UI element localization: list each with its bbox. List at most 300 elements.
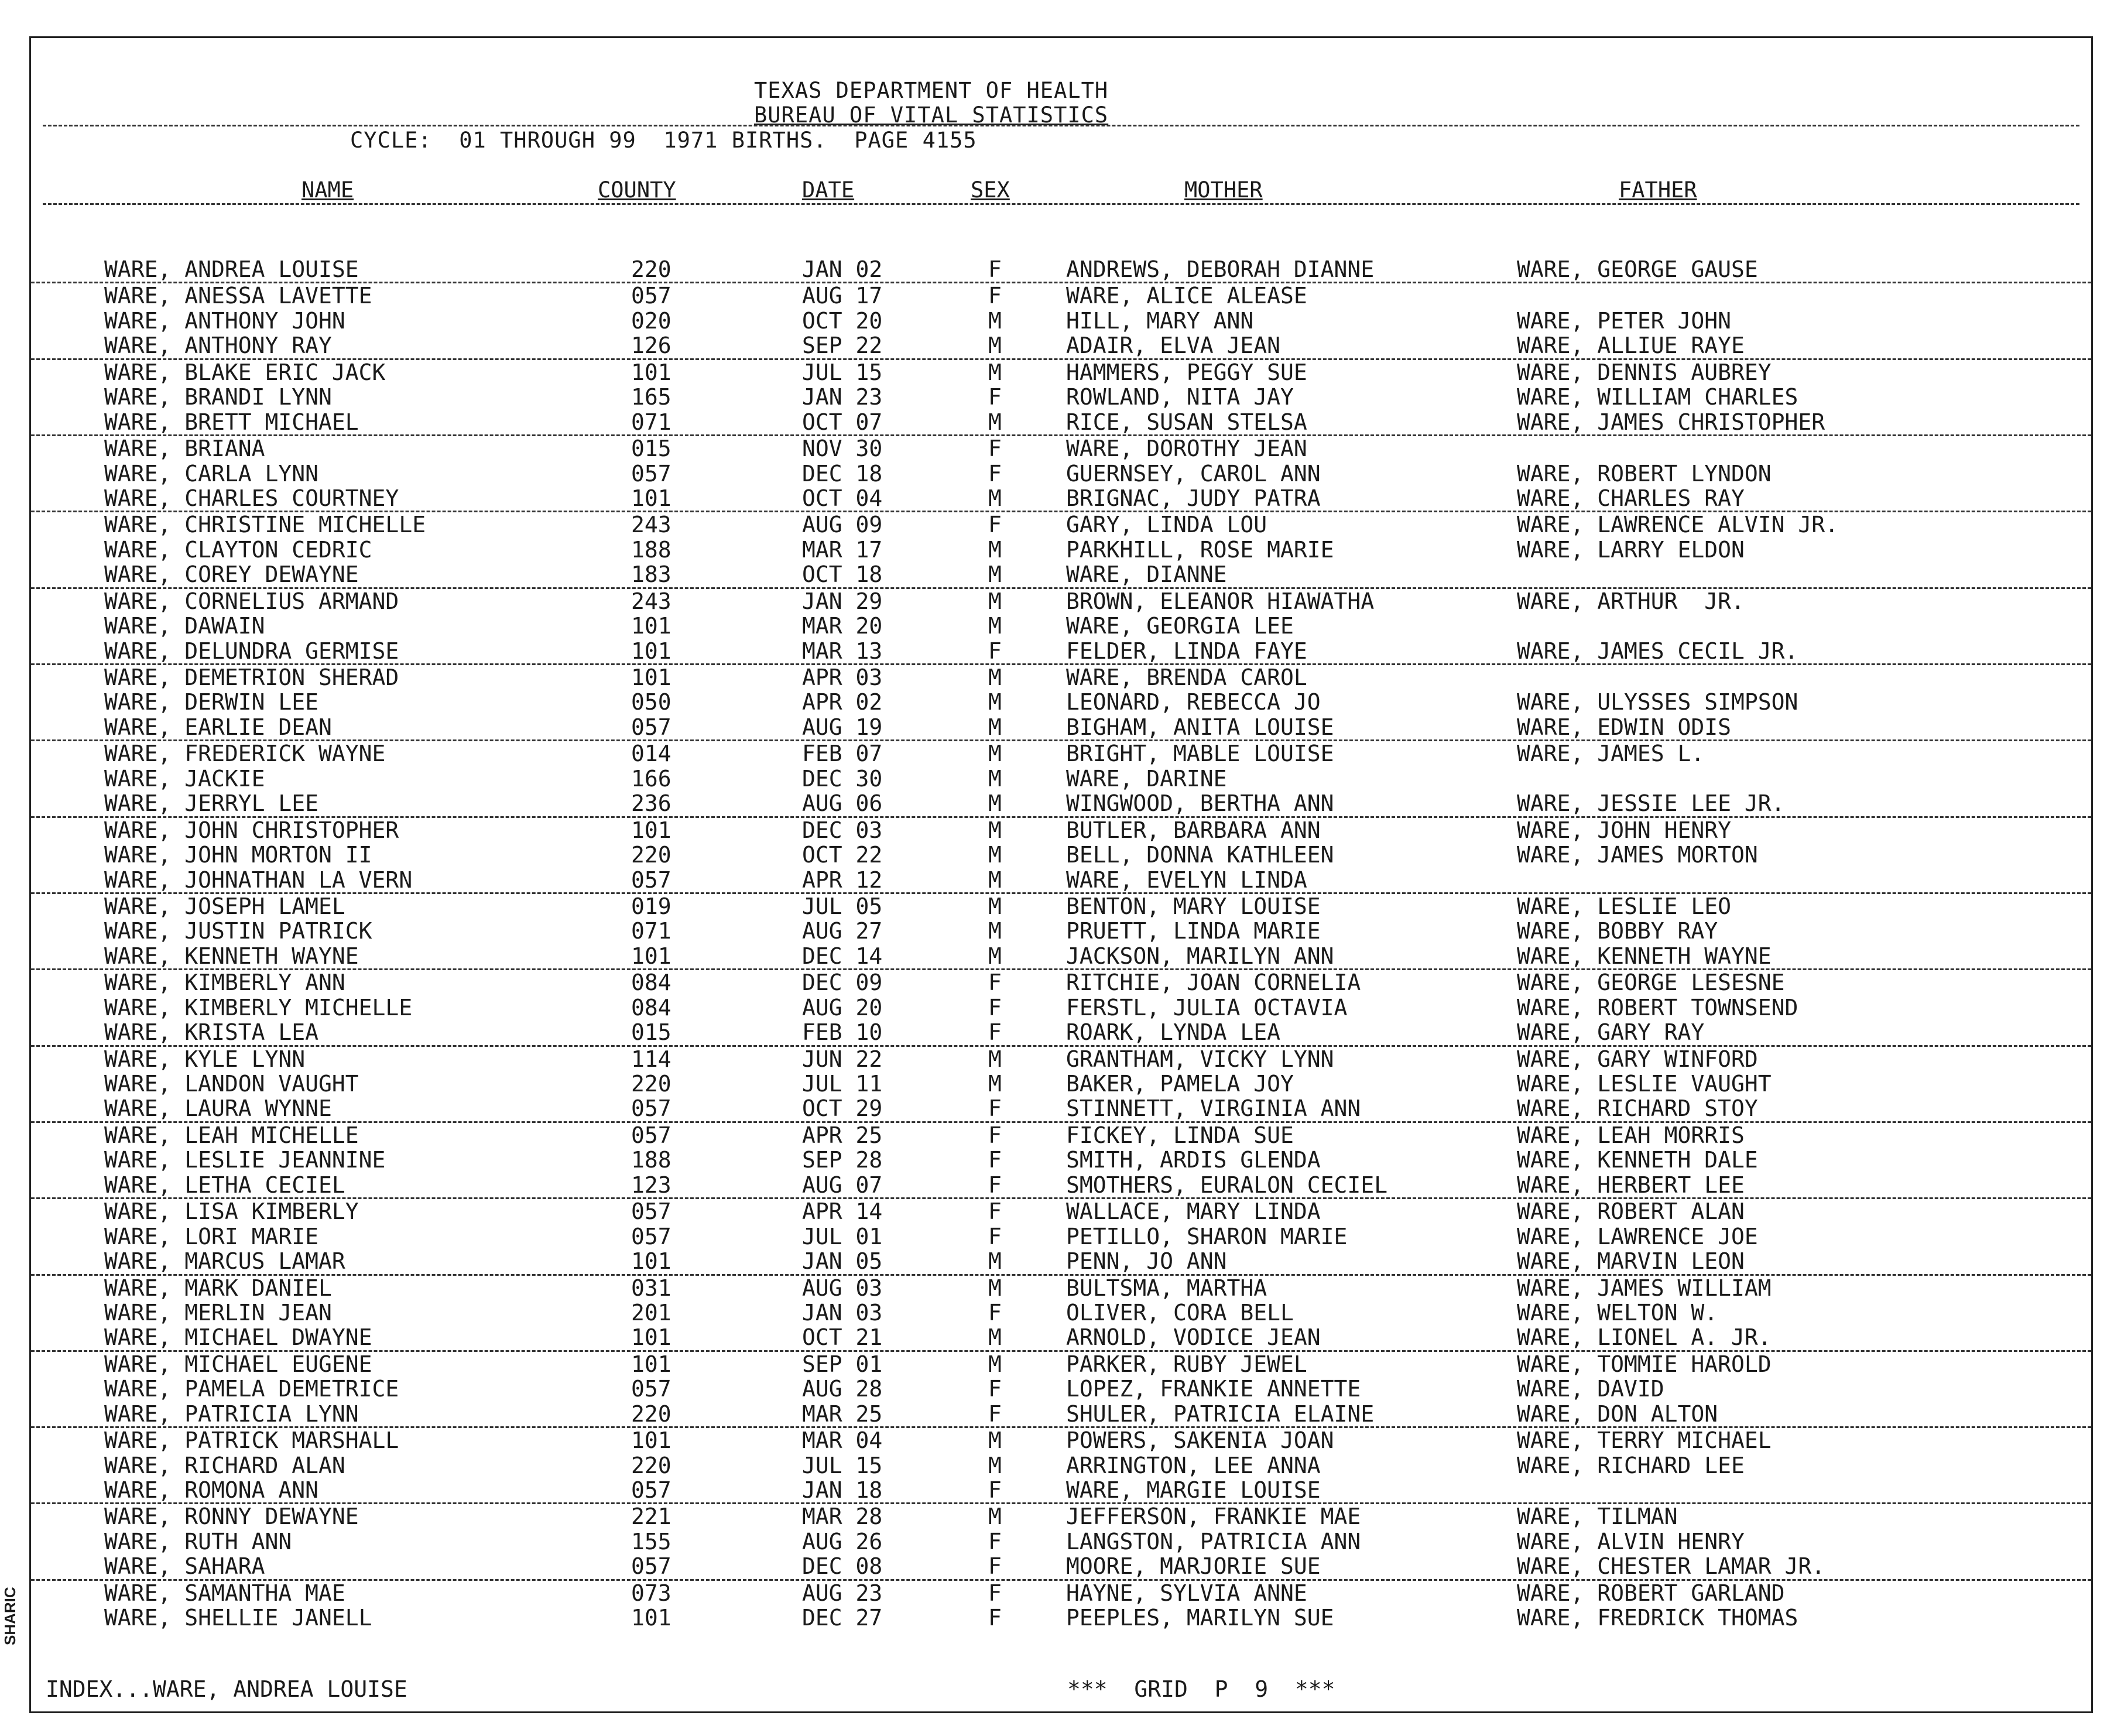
- cell-name: WARE, MARK DANIEL: [104, 1275, 332, 1301]
- cell-father: WARE, GARY WINFORD: [1517, 1046, 1758, 1072]
- bureau-title: BUREAU OF VITAL STATISTICS: [754, 102, 1109, 128]
- cell-county: 243: [631, 512, 671, 538]
- cell-father: WARE, JAMES L.: [1517, 741, 1705, 767]
- cell-date: JAN 29: [802, 588, 883, 614]
- cell-father: WARE, KENNETH DALE: [1517, 1147, 1758, 1173]
- cell-sex: F: [988, 1401, 1002, 1427]
- cell-mother: MOORE, MARJORIE SUE: [1066, 1553, 1321, 1580]
- cell-date: AUG 20: [802, 994, 883, 1021]
- cell-sex: M: [988, 613, 1002, 639]
- table-row: [31, 461, 2091, 486]
- cell-sex: M: [988, 485, 1002, 511]
- cell-name: WARE, RONNY DEWAYNE: [104, 1504, 359, 1530]
- cell-county: 084: [631, 994, 671, 1021]
- cell-name: WARE, MICHAEL EUGENE: [104, 1351, 372, 1377]
- cell-date: APR 12: [802, 867, 883, 893]
- column-header-mother: MOTHER: [1184, 177, 1263, 203]
- cell-name: WARE, KRISTA LEA: [104, 1019, 319, 1046]
- table-row: [31, 283, 2091, 308]
- table-row: [31, 360, 2091, 385]
- cell-county: 057: [631, 1553, 671, 1580]
- cell-sex: F: [988, 1223, 1002, 1249]
- cell-sex: F: [988, 460, 1002, 487]
- cell-name: WARE, CORNELIUS ARMAND: [104, 588, 399, 614]
- cell-sex: F: [988, 1528, 1002, 1554]
- cell-mother: SHULER, PATRICIA ELAINE: [1066, 1401, 1375, 1427]
- cell-date: JUL 15: [802, 359, 883, 385]
- cell-mother: WARE, DOROTHY JEAN: [1066, 436, 1307, 462]
- cell-father: WARE, ROBERT GARLAND: [1517, 1580, 1785, 1606]
- cell-name: WARE, BLAKE ERIC JACK: [104, 359, 386, 385]
- cell-father: WARE, JAMES WILLIAM: [1517, 1275, 1772, 1301]
- cell-date: APR 25: [802, 1122, 883, 1148]
- cell-sex: F: [988, 1199, 1002, 1225]
- cell-sex: F: [988, 256, 1002, 282]
- table-row: [31, 1123, 2091, 1148]
- cell-father: WARE, DENNIS AUBREY: [1517, 359, 1772, 385]
- cell-county: 019: [631, 893, 671, 919]
- cell-name: WARE, ANDREA LOUISE: [104, 256, 359, 282]
- cell-name: WARE, KIMBERLY ANN: [104, 970, 345, 996]
- table-row: [31, 486, 2091, 512]
- cell-date: DEC 14: [802, 943, 883, 969]
- cell-sex: M: [988, 1275, 1002, 1301]
- cell-county: 101: [631, 485, 671, 511]
- agency-title: TEXAS DEPARTMENT OF HEALTH: [754, 78, 1109, 103]
- table-row: [31, 1605, 2091, 1630]
- cell-county: 073: [631, 1580, 671, 1606]
- cell-county: 057: [631, 1223, 671, 1249]
- cell-date: MAR 04: [802, 1427, 883, 1454]
- cell-father: WARE, JAMES CECIL JR.: [1517, 638, 1798, 664]
- cell-county: 057: [631, 714, 671, 740]
- cell-date: AUG 27: [802, 918, 883, 944]
- cell-sex: M: [988, 409, 1002, 435]
- table-row: [31, 1325, 2091, 1351]
- cell-date: SEP 28: [802, 1147, 883, 1173]
- cell-date: AUG 17: [802, 283, 883, 309]
- cell-father: WARE, CHARLES RAY: [1517, 485, 1745, 511]
- cell-sex: F: [988, 638, 1002, 664]
- cell-mother: LANGSTON, PATRICIA ANN: [1066, 1528, 1361, 1554]
- cell-mother: LEONARD, REBECCA JO: [1066, 689, 1321, 715]
- cell-name: WARE, LANDON VAUGHT: [104, 1071, 359, 1097]
- table-row: [31, 1428, 2091, 1453]
- cell-sex: M: [988, 790, 1002, 817]
- table-row: [31, 1020, 2091, 1046]
- cell-father: WARE, LAWRENCE JOE: [1517, 1223, 1758, 1249]
- cell-date: AUG 07: [802, 1172, 883, 1198]
- cell-mother: WARE, MARGIE LOUISE: [1066, 1477, 1321, 1503]
- cell-county: 031: [631, 1275, 671, 1301]
- column-header-sex: SEX: [971, 177, 1010, 203]
- cell-name: WARE, MARCUS LAMAR: [104, 1248, 345, 1275]
- table-row: [31, 919, 2091, 943]
- cell-date: JUN 22: [802, 1046, 883, 1072]
- cell-mother: BUTLER, BARBARA ANN: [1066, 817, 1321, 843]
- cell-mother: HAYNE, SYLVIA ANNE: [1066, 1580, 1307, 1606]
- cell-county: 071: [631, 918, 671, 944]
- cell-mother: PARKHILL, ROSE MARIE: [1066, 536, 1334, 563]
- cell-father: WARE, DAVID: [1517, 1376, 1664, 1402]
- cell-mother: JACKSON, MARILYN ANN: [1066, 943, 1334, 969]
- cell-mother: PENN, JO ANN: [1066, 1248, 1227, 1275]
- cell-father: WARE, LAWRENCE ALVIN JR.: [1517, 512, 1839, 538]
- cell-date: OCT 18: [802, 561, 883, 588]
- cell-county: 020: [631, 307, 671, 334]
- column-header-date: DATE: [802, 177, 855, 203]
- cell-father: WARE, LIONEL A. JR.: [1517, 1324, 1772, 1351]
- cell-name: WARE, FREDERICK WAYNE: [104, 741, 386, 767]
- cell-date: JAN 23: [802, 384, 883, 410]
- cell-sex: M: [988, 1046, 1002, 1072]
- cell-name: WARE, BRIANA: [104, 436, 265, 462]
- cell-name: WARE, DELUNDRA GERMISE: [104, 638, 399, 664]
- cell-name: WARE, ANTHONY RAY: [104, 333, 332, 359]
- cell-county: 114: [631, 1046, 671, 1072]
- cell-mother: STINNETT, VIRGINIA ANN: [1066, 1095, 1361, 1122]
- cell-name: WARE, BRANDI LYNN: [104, 384, 332, 410]
- cell-county: 123: [631, 1172, 671, 1198]
- table-row: [31, 1224, 2091, 1249]
- cell-date: OCT 29: [802, 1095, 883, 1122]
- table-row: [31, 1377, 2091, 1401]
- cell-name: WARE, SAMANTHA MAE: [104, 1580, 345, 1606]
- cell-sex: F: [988, 1019, 1002, 1046]
- header-rule: [43, 125, 2079, 126]
- cell-county: 057: [631, 460, 671, 487]
- cell-date: DEC 30: [802, 765, 883, 792]
- cell-name: WARE, PATRICK MARSHALL: [104, 1427, 399, 1454]
- cell-county: 243: [631, 588, 671, 614]
- cell-date: OCT 22: [802, 842, 883, 868]
- cell-county: 188: [631, 1147, 671, 1173]
- cell-county: 101: [631, 943, 671, 969]
- cell-county: 126: [631, 333, 671, 359]
- cell-county: 057: [631, 1376, 671, 1402]
- cell-name: WARE, COREY DEWAYNE: [104, 561, 359, 588]
- cell-mother: SMOTHERS, EURALON CECIEL: [1066, 1172, 1388, 1198]
- cell-county: 101: [631, 1248, 671, 1275]
- table-row: [31, 1581, 2091, 1605]
- cell-county: 057: [631, 1199, 671, 1225]
- cell-mother: WARE, EVELYN LINDA: [1066, 867, 1307, 893]
- cell-date: AUG 26: [802, 1528, 883, 1554]
- cell-mother: BIGHAM, ANITA LOUISE: [1066, 714, 1334, 740]
- table-row: [31, 944, 2091, 970]
- table-row: [31, 1276, 2091, 1300]
- cell-county: 057: [631, 283, 671, 309]
- table-row: [31, 665, 2091, 690]
- cell-name: WARE, MICHAEL DWAYNE: [104, 1324, 372, 1351]
- cell-father: WARE, ROBERT TOWNSEND: [1517, 994, 1798, 1021]
- cell-date: JAN 18: [802, 1477, 883, 1503]
- cell-father: WARE, WILLIAM CHARLES: [1517, 384, 1798, 410]
- cell-name: WARE, KENNETH WAYNE: [104, 943, 359, 969]
- table-row: [31, 589, 2091, 614]
- cell-mother: BULTSMA, MARTHA: [1066, 1275, 1267, 1301]
- cell-date: JAN 05: [802, 1248, 883, 1275]
- cell-date: JUL 11: [802, 1071, 883, 1097]
- table-row: [31, 1402, 2091, 1428]
- cell-county: 057: [631, 1095, 671, 1122]
- cell-name: WARE, EARLIE DEAN: [104, 714, 332, 740]
- cell-father: WARE, GARY RAY: [1517, 1019, 1705, 1046]
- table-row: [31, 1504, 2091, 1529]
- table-row: [31, 1096, 2091, 1122]
- cell-father: WARE, CHESTER LAMAR JR.: [1517, 1553, 1825, 1580]
- cell-sex: M: [988, 867, 1002, 893]
- cell-father: WARE, JAMES MORTON: [1517, 842, 1758, 868]
- cell-mother: BRIGHT, MABLE LOUISE: [1066, 741, 1334, 767]
- cell-mother: WARE, ALICE ALEASE: [1066, 283, 1307, 309]
- table-row: [31, 1173, 2091, 1199]
- cell-sex: M: [988, 714, 1002, 740]
- cell-name: WARE, BRETT MICHAEL: [104, 409, 359, 435]
- cell-father: WARE, ALLIUE RAYE: [1517, 333, 1745, 359]
- cell-sex: M: [988, 307, 1002, 334]
- cell-sex: F: [988, 1376, 1002, 1402]
- cell-name: WARE, JUSTIN PATRICK: [104, 918, 372, 944]
- cell-father: WARE, GEORGE GAUSE: [1517, 256, 1758, 282]
- cell-name: WARE, CHRISTINE MICHELLE: [104, 512, 426, 538]
- birth-records-table: [31, 257, 2091, 1631]
- cell-name: WARE, JOHNATHAN LA VERN: [104, 867, 413, 893]
- cycle-line: CYCLE: 01 THROUGH 99 1971 BIRTHS. PAGE 4155: [350, 128, 977, 153]
- cell-name: WARE, PAMELA DEMETRICE: [104, 1376, 399, 1402]
- cell-father: WARE, TERRY MICHAEL: [1517, 1427, 1772, 1454]
- cell-father: WARE, ROBERT ALAN: [1517, 1199, 1745, 1225]
- table-row: [31, 1478, 2091, 1504]
- table-row: [31, 562, 2091, 588]
- cell-date: DEC 08: [802, 1553, 883, 1580]
- cell-county: 057: [631, 1477, 671, 1503]
- cell-mother: ROARK, LYNDA LEA: [1066, 1019, 1281, 1046]
- cell-name: WARE, LESLIE JEANNINE: [104, 1147, 386, 1173]
- cell-sex: F: [988, 1147, 1002, 1173]
- table-row: [31, 970, 2091, 995]
- cell-sex: F: [988, 283, 1002, 309]
- cell-name: WARE, DEMETRION SHERAD: [104, 665, 399, 690]
- cell-county: 220: [631, 842, 671, 868]
- cell-county: 101: [631, 1605, 671, 1631]
- cell-mother: WARE, DARINE: [1066, 765, 1227, 792]
- cell-county: 015: [631, 1019, 671, 1046]
- cell-county: 183: [631, 561, 671, 588]
- cell-mother: ROWLAND, NITA JAY: [1066, 384, 1294, 410]
- cell-date: JUL 05: [802, 893, 883, 919]
- cell-mother: GARY, LINDA LOU: [1066, 512, 1267, 538]
- table-row: [31, 512, 2091, 537]
- cell-date: FEB 10: [802, 1019, 883, 1046]
- cell-county: 201: [631, 1299, 671, 1326]
- cell-county: 101: [631, 638, 671, 664]
- table-row: [31, 1300, 2091, 1325]
- cell-sex: F: [988, 994, 1002, 1021]
- cell-date: AUG 09: [802, 512, 883, 538]
- table-row: [31, 537, 2091, 562]
- table-row: [31, 1071, 2091, 1096]
- cell-sex: F: [988, 1122, 1002, 1148]
- cell-date: SEP 22: [802, 333, 883, 359]
- cell-date: OCT 21: [802, 1324, 883, 1351]
- table-row: [31, 1352, 2091, 1377]
- cell-father: WARE, ARTHUR JR.: [1517, 588, 1745, 614]
- cell-date: JUL 01: [802, 1223, 883, 1249]
- cell-mother: OLIVER, CORA BELL: [1066, 1299, 1294, 1326]
- cell-name: WARE, RICHARD ALAN: [104, 1452, 345, 1478]
- cell-date: APR 02: [802, 689, 883, 715]
- cell-date: APR 14: [802, 1199, 883, 1225]
- cell-name: WARE, JACKIE: [104, 765, 265, 792]
- cell-county: 101: [631, 359, 671, 385]
- cell-name: WARE, PATRICIA LYNN: [104, 1401, 359, 1427]
- cell-county: 220: [631, 1071, 671, 1097]
- cell-father: WARE, TILMAN: [1517, 1504, 1678, 1530]
- cell-father: WARE, PETER JOHN: [1517, 307, 1732, 334]
- cell-father: WARE, MARVIN LEON: [1517, 1248, 1745, 1275]
- cell-sex: M: [988, 359, 1002, 385]
- cell-father: WARE, ULYSSES SIMPSON: [1517, 689, 1798, 715]
- cell-father: WARE, EDWIN ODIS: [1517, 714, 1732, 740]
- cell-date: APR 03: [802, 665, 883, 690]
- record-sheet: [29, 36, 2093, 1713]
- margin-label: SHARIC: [1, 1587, 19, 1645]
- cell-name: WARE, KYLE LYNN: [104, 1046, 306, 1072]
- cell-mother: RITCHIE, JOAN CORNELIA: [1066, 970, 1361, 996]
- cell-date: AUG 28: [802, 1376, 883, 1402]
- cell-mother: BAKER, PAMELA JOY: [1066, 1071, 1294, 1097]
- cell-date: AUG 23: [802, 1580, 883, 1606]
- cell-sex: F: [988, 1477, 1002, 1503]
- cell-sex: M: [988, 1351, 1002, 1377]
- cell-mother: LOPEZ, FRANKIE ANNETTE: [1066, 1376, 1361, 1402]
- cell-name: WARE, ANTHONY JOHN: [104, 307, 345, 334]
- cell-name: WARE, LETHA CECIEL: [104, 1172, 345, 1198]
- cell-name: WARE, RUTH ANN: [104, 1528, 292, 1554]
- table-row: [31, 818, 2091, 843]
- table-row: [31, 1453, 2091, 1478]
- cell-sex: M: [988, 765, 1002, 792]
- index-footer: INDEX...WARE, ANDREA LOUISE: [46, 1676, 407, 1702]
- cell-father: WARE, RICHARD LEE: [1517, 1452, 1745, 1478]
- cell-mother: WALLACE, MARY LINDA: [1066, 1199, 1321, 1225]
- cell-county: 071: [631, 409, 671, 435]
- cell-father: WARE, LARRY ELDON: [1517, 536, 1745, 563]
- cell-sex: F: [988, 384, 1002, 410]
- cell-sex: M: [988, 741, 1002, 767]
- cell-father: WARE, ROBERT LYNDON: [1517, 460, 1772, 487]
- cell-county: 084: [631, 970, 671, 996]
- cell-county: 166: [631, 765, 671, 792]
- cell-mother: HILL, MARY ANN: [1066, 307, 1254, 334]
- table-row: [31, 690, 2091, 714]
- cell-sex: M: [988, 333, 1002, 359]
- cell-date: AUG 19: [802, 714, 883, 740]
- cell-name: WARE, ROMONA ANN: [104, 1477, 319, 1503]
- table-row: [31, 1148, 2091, 1172]
- cell-name: WARE, JERRYL LEE: [104, 790, 319, 817]
- cell-father: WARE, JESSIE LEE JR.: [1517, 790, 1785, 817]
- column-header-father: FATHER: [1619, 177, 1697, 203]
- cell-county: 015: [631, 436, 671, 462]
- cell-mother: ANDREWS, DEBORAH DIANNE: [1066, 256, 1375, 282]
- cell-county: 220: [631, 256, 671, 282]
- cell-sex: M: [988, 1504, 1002, 1530]
- cell-father: WARE, JAMES CHRISTOPHER: [1517, 409, 1825, 435]
- cell-father: WARE, BOBBY RAY: [1517, 918, 1718, 944]
- cell-name: WARE, MERLIN JEAN: [104, 1299, 332, 1326]
- cell-county: 101: [631, 817, 671, 843]
- cell-sex: M: [988, 1248, 1002, 1275]
- cell-county: 236: [631, 790, 671, 817]
- cell-date: DEC 09: [802, 970, 883, 996]
- cell-mother: FELDER, LINDA FAYE: [1066, 638, 1307, 664]
- cell-date: JAN 03: [802, 1299, 883, 1326]
- cell-mother: PARKER, RUBY JEWEL: [1066, 1351, 1307, 1377]
- cell-date: DEC 27: [802, 1605, 883, 1631]
- table-row: [31, 410, 2091, 436]
- cell-father: WARE, TOMMIE HAROLD: [1517, 1351, 1772, 1377]
- cell-name: WARE, KIMBERLY MICHELLE: [104, 994, 413, 1021]
- cell-name: WARE, ANESSA LAVETTE: [104, 283, 372, 309]
- cell-mother: ARRINGTON, LEE ANNA: [1066, 1452, 1321, 1478]
- cell-county: 101: [631, 613, 671, 639]
- cell-county: 101: [631, 1351, 671, 1377]
- cell-name: WARE, CARLA LYNN: [104, 460, 319, 487]
- table-row: [31, 1554, 2091, 1580]
- cell-father: WARE, RICHARD STOY: [1517, 1095, 1758, 1122]
- cell-sex: F: [988, 1605, 1002, 1631]
- table-row: [31, 995, 2091, 1020]
- cell-name: WARE, SHELLIE JANELL: [104, 1605, 372, 1631]
- cell-date: OCT 07: [802, 409, 883, 435]
- cell-mother: HAMMERS, PEGGY SUE: [1066, 359, 1307, 385]
- cell-name: WARE, LORI MARIE: [104, 1223, 319, 1249]
- table-row: [31, 309, 2091, 333]
- table-row: [31, 1249, 2091, 1275]
- cell-date: DEC 03: [802, 817, 883, 843]
- cell-county: 050: [631, 689, 671, 715]
- cell-father: WARE, LEAH MORRIS: [1517, 1122, 1745, 1148]
- cell-sex: M: [988, 561, 1002, 588]
- cell-sex: F: [988, 1095, 1002, 1122]
- cell-date: NOV 30: [802, 436, 883, 462]
- cell-father: WARE, WELTON W.: [1517, 1299, 1718, 1326]
- cell-county: 014: [631, 741, 671, 767]
- cell-county: 057: [631, 867, 671, 893]
- table-row: [31, 257, 2091, 283]
- cell-county: 220: [631, 1401, 671, 1427]
- cell-sex: M: [988, 1071, 1002, 1097]
- cell-mother: SMITH, ARDIS GLENDA: [1066, 1147, 1321, 1173]
- cell-father: WARE, ALVIN HENRY: [1517, 1528, 1745, 1554]
- cell-father: WARE, DON ALTON: [1517, 1401, 1718, 1427]
- cell-father: WARE, GEORGE LESESNE: [1517, 970, 1785, 996]
- cell-sex: M: [988, 842, 1002, 868]
- table-row: [31, 333, 2091, 359]
- cell-county: 057: [631, 1122, 671, 1148]
- cell-county: 220: [631, 1452, 671, 1478]
- cell-sex: M: [988, 536, 1002, 563]
- cell-county: 155: [631, 1528, 671, 1554]
- cell-mother: PEEPLES, MARILYN SUE: [1066, 1605, 1334, 1631]
- cell-sex: M: [988, 918, 1002, 944]
- cell-sex: M: [988, 588, 1002, 614]
- cell-mother: GUERNSEY, CAROL ANN: [1066, 460, 1321, 487]
- cell-sex: M: [988, 689, 1002, 715]
- table-row: [31, 1529, 2091, 1554]
